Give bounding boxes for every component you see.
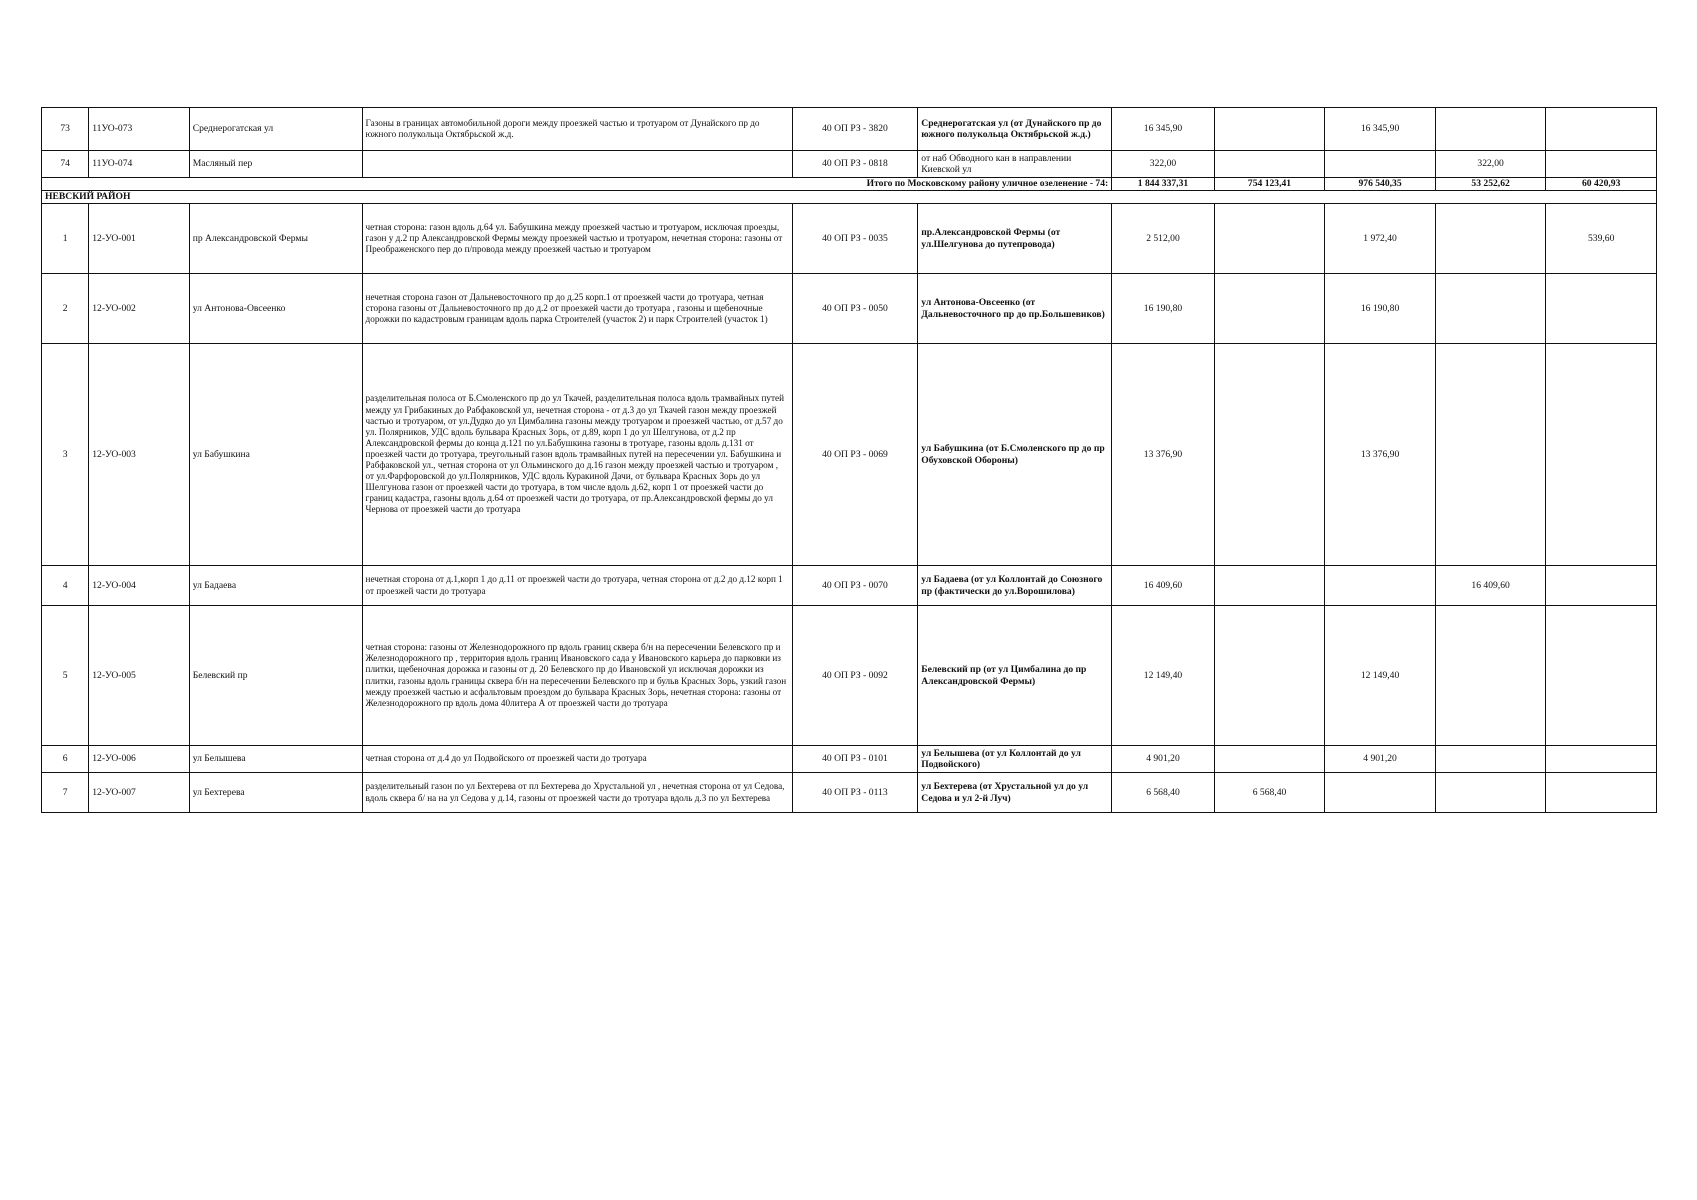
area-col-2 [1214, 746, 1325, 773]
area-col-3 [1325, 151, 1436, 178]
table-row [42, 274, 1657, 344]
object-code: 12-УО-002 [89, 274, 189, 344]
table-row [42, 344, 1657, 566]
registry-number: 40 ОП РЗ - 0101 [792, 746, 918, 773]
area-col-4 [1435, 204, 1546, 274]
total-area: 16 409,60 [1112, 566, 1215, 606]
area-col-3: 13 376,90 [1325, 344, 1436, 566]
total-area: 12 149,40 [1112, 606, 1215, 746]
object-code: 12-УО-001 [89, 204, 189, 274]
area-description [362, 151, 792, 178]
area-col-4 [1435, 108, 1546, 151]
table-row [42, 204, 1657, 274]
area-description: разделительный газон по ул Бехтерева от пл Бехтерева до Хрустальной ул , нечетная сторона от ул Седова, вдоль сквера б/ на на ул Седова у д.14, газоны от проезжей части до тротуара вдоль д.3 по ул Бехтерева [362, 773, 792, 813]
registry-number: 40 ОП РЗ - 0070 [792, 566, 918, 606]
area-col-4 [1435, 606, 1546, 746]
table-row [42, 746, 1657, 773]
total-area: 4 901,20 [1112, 746, 1215, 773]
road-section: ул Белышева (от ул Коллонтай до ул Подвойского) [918, 746, 1112, 773]
area-col-4: 16 409,60 [1435, 566, 1546, 606]
road-section: ул Бадаева (от ул Коллонтай до Союзного пр (фактически до ул.Ворошилова) [918, 566, 1112, 606]
area-col-3 [1325, 566, 1436, 606]
area-description: четная сторона от д.4 до ул Подвойского от проезжей части до тротуара [362, 746, 792, 773]
street-name: ул Антонова-Овсеенко [189, 274, 362, 344]
area-col-4 [1435, 773, 1546, 813]
total-v2: 754 123,41 [1214, 178, 1325, 191]
street-name: ул Бехтерева [189, 773, 362, 813]
area-description: четная сторона: газон вдоль д.64 ул. Бабушкина между проезжей частью и тротуаром, исключая проезды, газон у д.2 пр Александровской Фермы между проезжей частью и тротуаром, нечетная сторона: газоны от Преображенского пер до п/провода между проезжей частью и тротуаром [362, 204, 792, 274]
area-description: нечетная сторона газон от Дальневосточного пр до д.25 корп.1 от проезжей части до тротуара, четная сторона газоны от Дальневосточного пр до д.2 от проезжей части до тротуара , газоны и щебеночные дорожки по кадастровым границам вдоль парка Строителей (участок 2) и парк Строителей (участок 1) [362, 274, 792, 344]
area-description: нечетная сторона от д.1,корп 1 до д.11 от проезжей части до тротуара, четная сторона от д.2 до д.12 корп 1 от проезжей части до тротуара [362, 566, 792, 606]
row-number: 6 [42, 746, 89, 773]
total-label: Итого по Московскому району уличное озеленение - 74: [42, 178, 1112, 191]
area-col-5 [1546, 344, 1657, 566]
table-row [42, 606, 1657, 746]
total-area: 2 512,00 [1112, 204, 1215, 274]
total-area: 322,00 [1112, 151, 1215, 178]
totals-section [42, 178, 1657, 204]
table-row [42, 566, 1657, 606]
area-col-3 [1325, 773, 1436, 813]
street-name: ул Бабушкина [189, 344, 362, 566]
area-col-5: 539,60 [1546, 204, 1657, 274]
object-code: 11УО-073 [89, 108, 189, 151]
table-row [42, 151, 1657, 178]
road-section: ул Антонова-Овсеенко (от Дальневосточного пр до пр.Большевиков) [918, 274, 1112, 344]
area-description: четная сторона: газоны от Железнодорожного пр вдоль границ сквера б/н на пересечении Белевского пр и Железнодорожного пр , территория вдоль границ Ивановского сада у Ивановского карьера до парковки из плитки, щебеночная дорожка и газоны от д. 20 Белевского пр до Ивановской ул исключая дорожки из плитки, газоны вдоль границы сквера б/н на пересечении Белевского пр и бульв Красных Зорь, узкий газон между проезжей частью и асфальтовым проездом до бульвара Красных Зорь, нечетная сторона: газоны от Железнодорожного пр вдоль дома 40литера А от проезжей части до тротуара [362, 606, 792, 746]
area-col-5 [1546, 108, 1657, 151]
road-section: ул Бабушкина (от Б.Смоленского пр до пр Обуховской Обороны) [918, 344, 1112, 566]
area-col-3: 12 149,40 [1325, 606, 1436, 746]
area-col-2 [1214, 274, 1325, 344]
area-col-3: 4 901,20 [1325, 746, 1436, 773]
area-col-2 [1214, 344, 1325, 566]
area-col-4: 322,00 [1435, 151, 1546, 178]
street-name: Белевский пр [189, 606, 362, 746]
area-col-2 [1214, 566, 1325, 606]
street-name: ул Белышева [189, 746, 362, 773]
street-name: Среднерогатская ул [189, 108, 362, 151]
area-col-3: 16 345,90 [1325, 108, 1436, 151]
area-col-3: 1 972,40 [1325, 204, 1436, 274]
table-row [42, 108, 1657, 151]
object-code: 11УО-074 [89, 151, 189, 178]
area-description: Газоны в границах автомобильной дороги между проезжей частью и тротуаром от Дунайского пр до южного полукольца Октябрьской ж.д. [362, 108, 792, 151]
area-col-5 [1546, 746, 1657, 773]
row-number: 1 [42, 204, 89, 274]
area-col-2 [1214, 151, 1325, 178]
registry-number: 40 ОП РЗ - 3820 [792, 108, 918, 151]
area-col-4 [1435, 344, 1546, 566]
area-col-5 [1546, 773, 1657, 813]
total-v4: 53 252,62 [1435, 178, 1546, 191]
total-area: 6 568,40 [1112, 773, 1215, 813]
row-number: 73 [42, 108, 89, 151]
moscow-district-rows [42, 108, 1657, 178]
area-col-2: 6 568,40 [1214, 773, 1325, 813]
area-col-5 [1546, 606, 1657, 746]
total-v5: 60 420,93 [1546, 178, 1657, 191]
registry-number: 40 ОП РЗ - 0113 [792, 773, 918, 813]
area-col-5 [1546, 151, 1657, 178]
area-col-2 [1214, 108, 1325, 151]
object-code: 12-УО-007 [89, 773, 189, 813]
row-number: 74 [42, 151, 89, 178]
road-section: пр.Александровской Фермы (от ул.Шелгунова до путепровода) [918, 204, 1112, 274]
table-row [42, 773, 1657, 813]
object-code: 12-УО-004 [89, 566, 189, 606]
road-section: Среднерогатская ул (от Дунайского пр до южного полукольца Октябрьской ж.д.) [918, 108, 1112, 151]
total-area: 16 345,90 [1112, 108, 1215, 151]
area-col-4 [1435, 746, 1546, 773]
street-name: пр Александровской Фермы [189, 204, 362, 274]
area-col-2 [1214, 204, 1325, 274]
total-area: 16 190,80 [1112, 274, 1215, 344]
registry-number: 40 ОП РЗ - 0050 [792, 274, 918, 344]
landscaping-table [41, 107, 1657, 813]
area-col-3: 16 190,80 [1325, 274, 1436, 344]
registry-number: 40 ОП РЗ - 0092 [792, 606, 918, 746]
nevsky-district-rows [42, 204, 1657, 813]
area-col-5 [1546, 566, 1657, 606]
row-number: 3 [42, 344, 89, 566]
street-name: Масляный пер [189, 151, 362, 178]
total-v1: 1 844 337,31 [1112, 178, 1215, 191]
district-heading: НЕВСКИЙ РАЙОН [42, 191, 1657, 204]
road-section: Белевский пр (от ул Цимбалина до пр Александровской Фермы) [918, 606, 1112, 746]
total-v3: 976 540,35 [1325, 178, 1436, 191]
area-description: разделительная полоса от Б.Смоленского пр до ул Ткачей, разделительная полоса вдоль трамвайных путей между ул Грибакиных до Рабфаковской ул, нечетная сторона - от д.3 до ул Ткачей газон между проезжей частью и тротуаром, от ул.Дудко до ул Цимбалина газоны между тротуаром и проезжей частью, от д.57 до ул. Полярников, УДС вдоль бульвара Красных Зорь, от д.89, корп 1 до ул Шелгунова, от д.2 пр Александровской фермы до конца д.121 по ул.Бабушкина газоны в тротуаре, газоны вдоль д.131 от проезжей части до тротуара, треугольный газон вдоль трамвайных путей на пересечении ул. Бабушкина и Рабфаковской ул., четная сторона от ул Ольминского до д.16 газон между проезжей частью и тротуаром , от ул.Фарфоровской до ул.Полярников, УДС вдоль Куракиной Дачи, от бульвара Красных Зорь до ул Шелгунова газон от проезжей части до тротуара, в том числе вдоль д.62, корп 1 от проезжей части до границ кадастра, газоны вдоль д.64 от проезжей части до тротуара, от пр.Александровской фермы до ул Чернова от проезжей части до тротуара [362, 344, 792, 566]
object-code: 12-УО-006 [89, 746, 189, 773]
road-section: ул Бехтерева (от Хрустальной ул до ул Седова и ул 2-й Луч) [918, 773, 1112, 813]
area-col-4 [1435, 274, 1546, 344]
row-number: 5 [42, 606, 89, 746]
total-area: 13 376,90 [1112, 344, 1215, 566]
object-code: 12-УО-003 [89, 344, 189, 566]
object-code: 12-УО-005 [89, 606, 189, 746]
row-number: 7 [42, 773, 89, 813]
road-section: от наб Обводного кан в направлении Киевской ул [918, 151, 1112, 178]
registry-number: 40 ОП РЗ - 0069 [792, 344, 918, 566]
area-col-5 [1546, 274, 1657, 344]
area-col-2 [1214, 606, 1325, 746]
district-row [42, 191, 1657, 204]
registry-number: 40 ОП РЗ - 0035 [792, 204, 918, 274]
total-row [42, 178, 1657, 191]
street-name: ул Бадаева [189, 566, 362, 606]
row-number: 2 [42, 274, 89, 344]
row-number: 4 [42, 566, 89, 606]
registry-number: 40 ОП РЗ - 0818 [792, 151, 918, 178]
